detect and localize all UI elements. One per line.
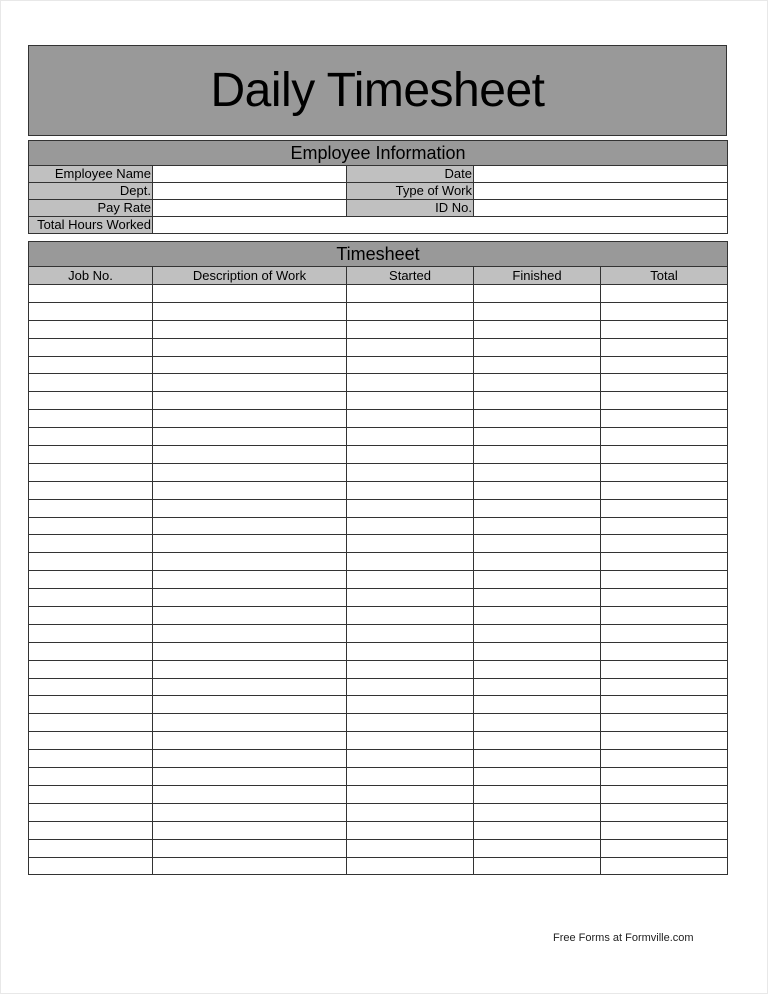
- table-row: [29, 714, 728, 732]
- job-no-cell[interactable]: [29, 535, 153, 553]
- total-cell[interactable]: [601, 392, 728, 410]
- employee-name-label: Employee Name: [29, 166, 153, 183]
- total-cell[interactable]: [601, 374, 728, 392]
- job-no-cell[interactable]: [29, 714, 153, 732]
- total-cell[interactable]: [601, 517, 728, 535]
- started-cell[interactable]: [347, 660, 474, 678]
- table-row: [29, 302, 728, 320]
- total-cell[interactable]: [601, 338, 728, 356]
- dept-label: Dept.: [29, 183, 153, 200]
- started-cell[interactable]: [347, 571, 474, 589]
- total-hours-worked-field[interactable]: [153, 217, 728, 234]
- table-row: [29, 589, 728, 607]
- description-cell[interactable]: [153, 517, 347, 535]
- job-no-cell[interactable]: [29, 821, 153, 839]
- finished-cell[interactable]: [474, 607, 601, 625]
- job-no-cell[interactable]: [29, 320, 153, 338]
- description-cell[interactable]: [153, 571, 347, 589]
- started-cell[interactable]: [347, 714, 474, 732]
- type-of-work-label: Type of Work: [347, 183, 474, 200]
- finished-cell[interactable]: [474, 839, 601, 857]
- description-cell[interactable]: [153, 356, 347, 374]
- id-no-field[interactable]: [474, 200, 728, 217]
- total-cell[interactable]: [601, 285, 728, 303]
- employee-name-field[interactable]: [153, 166, 347, 183]
- started-cell[interactable]: [347, 320, 474, 338]
- table-row: [29, 696, 728, 714]
- finished-cell[interactable]: [474, 714, 601, 732]
- job-no-cell[interactable]: [29, 285, 153, 303]
- description-cell[interactable]: [153, 499, 347, 517]
- finished-cell[interactable]: [474, 428, 601, 446]
- description-cell[interactable]: [153, 732, 347, 750]
- table-row: [29, 499, 728, 517]
- started-cell[interactable]: [347, 732, 474, 750]
- finished-cell[interactable]: [474, 821, 601, 839]
- finished-cell[interactable]: [474, 678, 601, 696]
- finished-cell[interactable]: [474, 356, 601, 374]
- total-hours-worked-label: Total Hours Worked: [29, 217, 153, 234]
- timesheet-heading: Timesheet: [29, 242, 728, 267]
- job-no-cell[interactable]: [29, 678, 153, 696]
- description-cell[interactable]: [153, 535, 347, 553]
- finished-cell[interactable]: [474, 285, 601, 303]
- description-cell[interactable]: [153, 839, 347, 857]
- table-row: [29, 285, 728, 303]
- finished-cell[interactable]: [474, 768, 601, 786]
- description-cell[interactable]: [153, 714, 347, 732]
- job-no-cell[interactable]: [29, 624, 153, 642]
- started-cell[interactable]: [347, 642, 474, 660]
- job-no-cell[interactable]: [29, 517, 153, 535]
- description-cell[interactable]: [153, 624, 347, 642]
- started-cell[interactable]: [347, 750, 474, 768]
- finished-cell[interactable]: [474, 857, 601, 875]
- job-no-cell[interactable]: [29, 642, 153, 660]
- started-cell[interactable]: [347, 356, 474, 374]
- finished-cell[interactable]: [474, 589, 601, 607]
- column-header-total: Total: [601, 267, 728, 285]
- job-no-cell[interactable]: [29, 607, 153, 625]
- finished-cell[interactable]: [474, 302, 601, 320]
- finished-cell[interactable]: [474, 750, 601, 768]
- timesheet-table: [28, 241, 728, 875]
- started-cell[interactable]: [347, 696, 474, 714]
- type-of-work-field[interactable]: [474, 183, 728, 200]
- total-cell[interactable]: [601, 410, 728, 428]
- finished-cell[interactable]: [474, 535, 601, 553]
- finished-cell[interactable]: [474, 463, 601, 481]
- job-no-cell[interactable]: [29, 481, 153, 499]
- finished-cell[interactable]: [474, 785, 601, 803]
- finished-cell[interactable]: [474, 732, 601, 750]
- finished-cell[interactable]: [474, 803, 601, 821]
- description-cell[interactable]: [153, 463, 347, 481]
- job-no-cell[interactable]: [29, 750, 153, 768]
- description-cell[interactable]: [153, 589, 347, 607]
- job-no-cell[interactable]: [29, 463, 153, 481]
- table-row: [29, 839, 728, 857]
- job-no-cell[interactable]: [29, 803, 153, 821]
- column-header-finished: Finished: [474, 267, 601, 285]
- table-row: [29, 785, 728, 803]
- started-cell[interactable]: [347, 374, 474, 392]
- started-cell[interactable]: [347, 857, 474, 875]
- table-row: [29, 392, 728, 410]
- total-cell[interactable]: [601, 660, 728, 678]
- total-cell[interactable]: [601, 750, 728, 768]
- job-no-cell[interactable]: [29, 356, 153, 374]
- total-cell[interactable]: [601, 499, 728, 517]
- total-cell[interactable]: [601, 839, 728, 857]
- job-no-cell[interactable]: [29, 589, 153, 607]
- total-cell[interactable]: [601, 642, 728, 660]
- job-no-cell[interactable]: [29, 374, 153, 392]
- table-row: [29, 624, 728, 642]
- finished-cell[interactable]: [474, 374, 601, 392]
- table-row: [29, 857, 728, 875]
- finished-cell[interactable]: [474, 320, 601, 338]
- table-row: [29, 571, 728, 589]
- total-cell[interactable]: [601, 857, 728, 875]
- description-cell[interactable]: [153, 553, 347, 571]
- total-cell[interactable]: [601, 821, 728, 839]
- finished-cell[interactable]: [474, 499, 601, 517]
- started-cell[interactable]: [347, 624, 474, 642]
- pay-rate-field[interactable]: [153, 200, 347, 217]
- table-row: [29, 821, 728, 839]
- column-header-description: Description of Work: [153, 267, 347, 285]
- started-cell[interactable]: [347, 589, 474, 607]
- total-cell[interactable]: [601, 607, 728, 625]
- started-cell[interactable]: [347, 821, 474, 839]
- total-cell[interactable]: [601, 535, 728, 553]
- started-cell[interactable]: [347, 428, 474, 446]
- description-cell[interactable]: [153, 642, 347, 660]
- total-cell[interactable]: [601, 320, 728, 338]
- footer-credit: Free Forms at Formville.com: [553, 932, 694, 944]
- total-cell[interactable]: [601, 732, 728, 750]
- job-no-cell[interactable]: [29, 839, 153, 857]
- description-cell[interactable]: [153, 857, 347, 875]
- finished-cell[interactable]: [474, 696, 601, 714]
- finished-cell[interactable]: [474, 392, 601, 410]
- finished-cell[interactable]: [474, 446, 601, 464]
- started-cell[interactable]: [347, 785, 474, 803]
- started-cell[interactable]: [347, 678, 474, 696]
- job-no-cell[interactable]: [29, 553, 153, 571]
- finished-cell[interactable]: [474, 338, 601, 356]
- description-cell[interactable]: [153, 660, 347, 678]
- description-cell[interactable]: [153, 338, 347, 356]
- total-cell[interactable]: [601, 696, 728, 714]
- started-cell[interactable]: [347, 517, 474, 535]
- description-cell[interactable]: [153, 481, 347, 499]
- started-cell[interactable]: [347, 285, 474, 303]
- started-cell[interactable]: [347, 481, 474, 499]
- table-row: [29, 678, 728, 696]
- job-no-cell[interactable]: [29, 446, 153, 464]
- page-title: Daily Timesheet: [210, 64, 545, 117]
- job-no-cell[interactable]: [29, 338, 153, 356]
- table-row: [29, 803, 728, 821]
- started-cell[interactable]: [347, 338, 474, 356]
- table-row: [29, 642, 728, 660]
- table-row: [29, 374, 728, 392]
- description-cell[interactable]: [153, 392, 347, 410]
- description-cell[interactable]: [153, 803, 347, 821]
- total-cell[interactable]: [601, 589, 728, 607]
- employee-information-heading: Employee Information: [29, 141, 728, 166]
- started-cell[interactable]: [347, 803, 474, 821]
- timesheet-rows: [29, 285, 728, 875]
- table-row: [29, 481, 728, 499]
- description-cell[interactable]: [153, 302, 347, 320]
- table-row: [29, 356, 728, 374]
- total-cell[interactable]: [601, 714, 728, 732]
- description-cell[interactable]: [153, 696, 347, 714]
- description-cell[interactable]: [153, 607, 347, 625]
- table-row: [29, 463, 728, 481]
- job-no-cell[interactable]: [29, 660, 153, 678]
- total-cell[interactable]: [601, 463, 728, 481]
- started-cell[interactable]: [347, 392, 474, 410]
- pay-rate-label: Pay Rate: [29, 200, 153, 217]
- column-header-job-no: Job No.: [29, 267, 153, 285]
- started-cell[interactable]: [347, 446, 474, 464]
- started-cell[interactable]: [347, 302, 474, 320]
- job-no-cell[interactable]: [29, 410, 153, 428]
- total-cell[interactable]: [601, 785, 728, 803]
- description-cell[interactable]: [153, 678, 347, 696]
- started-cell[interactable]: [347, 768, 474, 786]
- table-row: [29, 410, 728, 428]
- total-cell[interactable]: [601, 356, 728, 374]
- date-field[interactable]: [474, 166, 728, 183]
- job-no-cell[interactable]: [29, 499, 153, 517]
- total-cell[interactable]: [601, 553, 728, 571]
- table-row: [29, 338, 728, 356]
- description-cell[interactable]: [153, 320, 347, 338]
- finished-cell[interactable]: [474, 642, 601, 660]
- finished-cell[interactable]: [474, 553, 601, 571]
- total-cell[interactable]: [601, 768, 728, 786]
- column-header-started: Started: [347, 267, 474, 285]
- table-row: [29, 732, 728, 750]
- total-cell[interactable]: [601, 678, 728, 696]
- finished-cell[interactable]: [474, 660, 601, 678]
- finished-cell[interactable]: [474, 410, 601, 428]
- finished-cell[interactable]: [474, 624, 601, 642]
- total-cell[interactable]: [601, 571, 728, 589]
- started-cell[interactable]: [347, 535, 474, 553]
- started-cell[interactable]: [347, 607, 474, 625]
- description-cell[interactable]: [153, 285, 347, 303]
- job-no-cell[interactable]: [29, 785, 153, 803]
- title-banner: [28, 45, 727, 136]
- total-cell[interactable]: [601, 302, 728, 320]
- description-cell[interactable]: [153, 785, 347, 803]
- job-no-cell[interactable]: [29, 857, 153, 875]
- job-no-cell[interactable]: [29, 428, 153, 446]
- table-row: [29, 750, 728, 768]
- started-cell[interactable]: [347, 463, 474, 481]
- job-no-cell[interactable]: [29, 732, 153, 750]
- description-cell[interactable]: [153, 428, 347, 446]
- started-cell[interactable]: [347, 410, 474, 428]
- finished-cell[interactable]: [474, 481, 601, 499]
- table-row: [29, 320, 728, 338]
- total-cell[interactable]: [601, 481, 728, 499]
- table-row: [29, 768, 728, 786]
- table-row: [29, 446, 728, 464]
- job-no-cell[interactable]: [29, 302, 153, 320]
- id-no-label: ID No.: [347, 200, 474, 217]
- started-cell[interactable]: [347, 839, 474, 857]
- job-no-cell[interactable]: [29, 571, 153, 589]
- description-cell[interactable]: [153, 410, 347, 428]
- date-label: Date: [347, 166, 474, 183]
- description-cell[interactable]: [153, 750, 347, 768]
- total-cell[interactable]: [601, 428, 728, 446]
- finished-cell[interactable]: [474, 571, 601, 589]
- table-row: [29, 428, 728, 446]
- table-row: [29, 535, 728, 553]
- total-cell[interactable]: [601, 624, 728, 642]
- started-cell[interactable]: [347, 499, 474, 517]
- dept-field[interactable]: [153, 183, 347, 200]
- job-no-cell[interactable]: [29, 392, 153, 410]
- employee-information-table: [28, 140, 728, 234]
- table-row: [29, 517, 728, 535]
- job-no-cell[interactable]: [29, 696, 153, 714]
- description-cell[interactable]: [153, 768, 347, 786]
- finished-cell[interactable]: [474, 517, 601, 535]
- table-row: [29, 660, 728, 678]
- description-cell[interactable]: [153, 821, 347, 839]
- description-cell[interactable]: [153, 446, 347, 464]
- job-no-cell[interactable]: [29, 768, 153, 786]
- total-cell[interactable]: [601, 803, 728, 821]
- description-cell[interactable]: [153, 374, 347, 392]
- started-cell[interactable]: [347, 553, 474, 571]
- table-row: [29, 553, 728, 571]
- total-cell[interactable]: [601, 446, 728, 464]
- table-row: [29, 607, 728, 625]
